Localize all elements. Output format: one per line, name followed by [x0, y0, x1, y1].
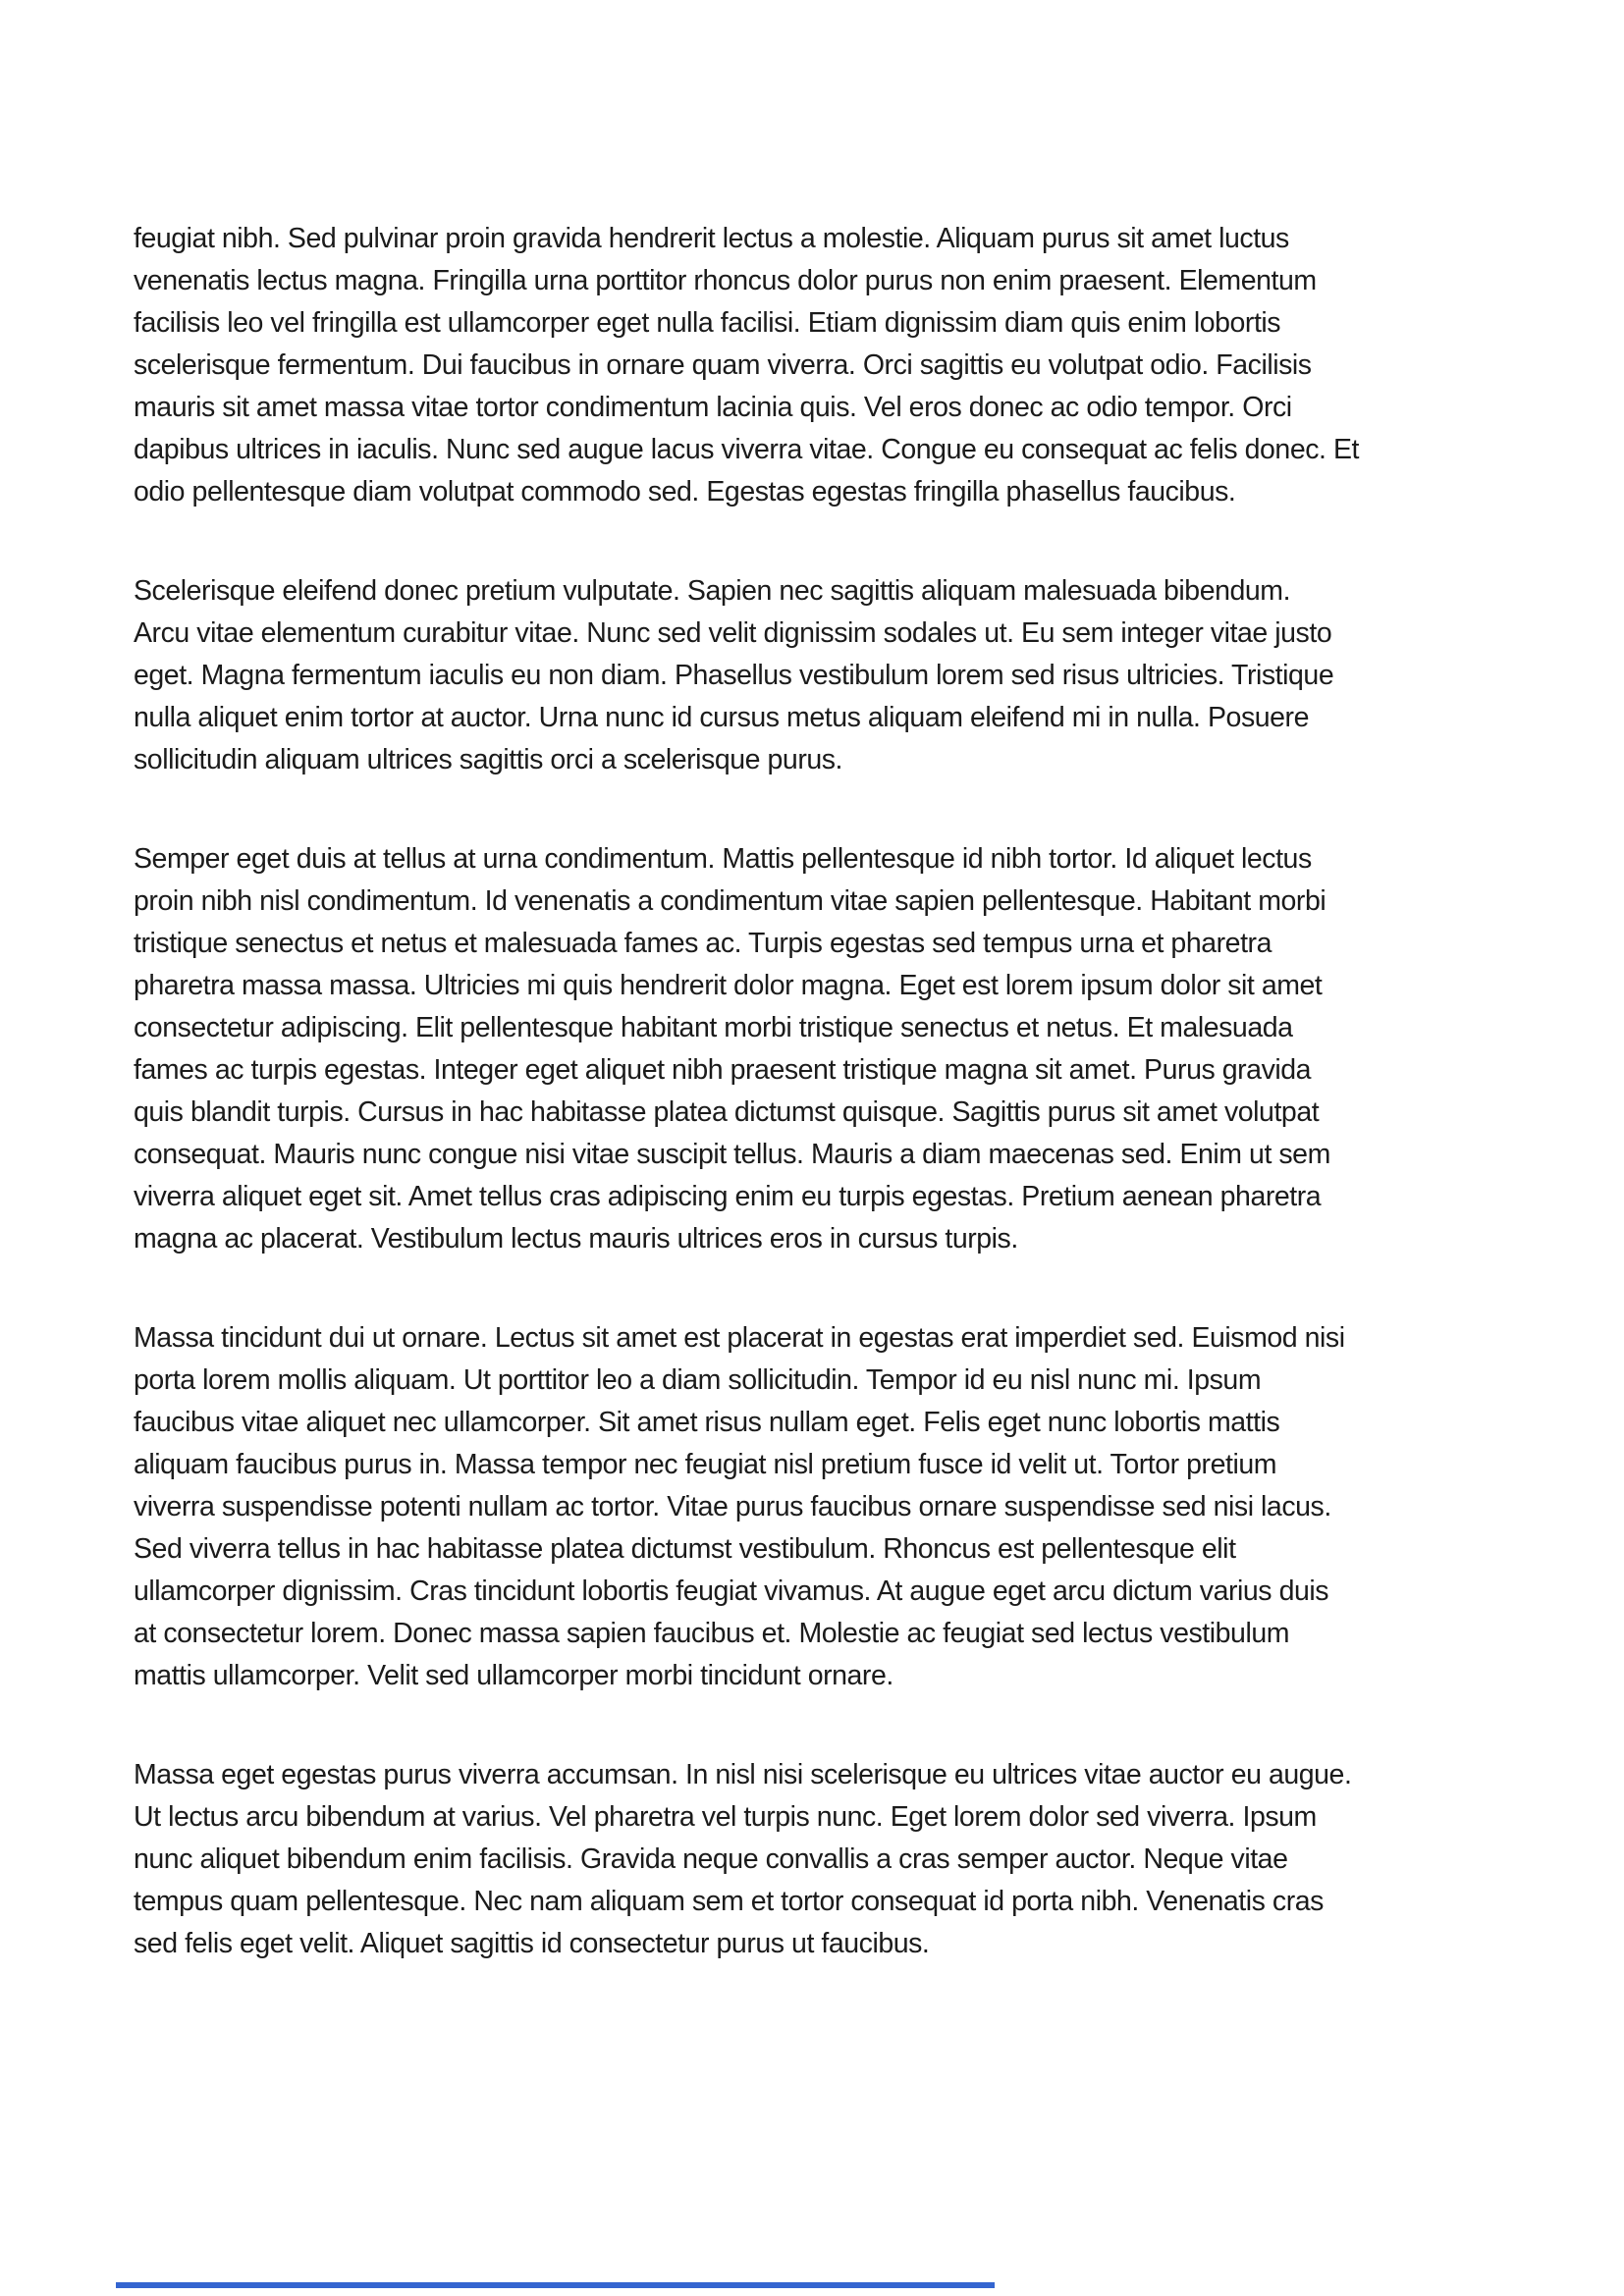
text-line: nulla aliquet enim tortor at auctor. Urna nunc id cursus metus aliquam eleifend mi in nulla. Posuere [134, 702, 1309, 733]
text-line: viverra aliquet eget sit. Amet tellus cras adipiscing enim eu turpis egestas. Pretium aenean pharetra [134, 1181, 1322, 1212]
text-line: at consectetur lorem. Donec massa sapien faucibus et. Molestie ac feugiat sed lectus vestibulum [134, 1618, 1290, 1649]
text-line: odio pellentesque diam volutpat commodo sed. Egestas egestas fringilla phasellus faucibus. [134, 476, 1236, 507]
text-line: eget. Magna fermentum iaculis eu non diam. Phasellus vestibulum lorem sed risus ultricies. Tristique [134, 660, 1334, 691]
paragraph [134, 1754, 1508, 1965]
text-line: proin nibh nisl condimentum. Id venenatis a condimentum vitae sapien pellentesque. Habitant morbi [134, 885, 1326, 917]
text-line: nunc aliquet bibendum enim facilisis. Gravida neque convallis a cras semper auctor. Neque vitae [134, 1843, 1288, 1875]
text-line: porta lorem mollis aliquam. Ut porttitor leo a diam sollicitudin. Tempor id eu nisl nunc mi. Ipsum [134, 1364, 1262, 1396]
text-line: scelerisque fermentum. Dui faucibus in ornare quam viverra. Orci sagittis eu volutpat odio. Facilisis [134, 349, 1312, 381]
text-line: ullamcorper dignissim. Cras tincidunt lobortis feugiat vivamus. At augue eget arcu dictum varius duis [134, 1575, 1329, 1607]
text-line: Arcu vitae elementum curabitur vitae. Nunc sed velit dignissim sodales ut. Eu sem integer vitae justo [134, 617, 1332, 649]
text-line: sed felis eget velit. Aliquet sagittis id consectetur purus ut faucibus. [134, 1928, 930, 1959]
text-line: viverra suspendisse potenti nullam ac tortor. Vitae purus faucibus ornare suspendisse sed nisi lacus. [134, 1491, 1331, 1522]
paragraph [134, 218, 1508, 513]
text-line: Semper eget duis at tellus at urna condimentum. Mattis pellentesque id nibh tortor. Id aliquet lectus [134, 843, 1312, 875]
text-line: mauris sit amet massa vitae tortor condimentum lacinia quis. Vel eros donec ac odio tempor. Orci [134, 392, 1292, 423]
text-line: consectetur adipiscing. Elit pellentesque habitant morbi tristique senectus et netus. Et malesuada [134, 1012, 1293, 1043]
text-line: Massa eget egestas purus viverra accumsan. In nisl nisi scelerisque eu ultrices vitae auctor eu augue. [134, 1759, 1352, 1790]
paragraph [134, 1317, 1508, 1697]
text-line: consequat. Mauris nunc congue nisi vitae suscipit tellus. Mauris a diam maecenas sed. Enim ut sem [134, 1139, 1330, 1170]
text-line: Massa tincidunt dui ut ornare. Lectus sit amet est placerat in egestas erat imperdiet sed. Euismod nisi [134, 1322, 1345, 1354]
text-line: sollicitudin aliquam ultrices sagittis orci a scelerisque purus. [134, 744, 843, 775]
text-line: feugiat nibh. Sed pulvinar proin gravida hendrerit lectus a molestie. Aliquam purus sit amet luctus [134, 223, 1289, 254]
paragraph [134, 838, 1508, 1260]
text-line: quis blandit turpis. Cursus in hac habitasse platea dictumst quisque. Sagittis purus sit amet volutpat [134, 1096, 1320, 1128]
document-body [134, 218, 1508, 1965]
text-line: mattis ullamcorper. Velit sed ullamcorper morbi tincidunt ornare. [134, 1660, 893, 1691]
text-line: dapibus ultrices in iaculis. Nunc sed augue lacus viverra vitae. Congue eu consequat ac felis donec. Et [134, 434, 1359, 465]
bottom-blue-line [116, 2282, 995, 2288]
text-line: venenatis lectus magna. Fringilla urna porttitor rhoncus dolor purus non enim praesent. Elementum [134, 265, 1317, 296]
text-line: pharetra massa massa. Ultricies mi quis hendrerit dolor magna. Eget est lorem ipsum dolor sit amet [134, 970, 1323, 1001]
text-line: tristique senectus et netus et malesuada fames ac. Turpis egestas sed tempus urna et pharetra [134, 928, 1272, 959]
text-line: tempus quam pellentesque. Nec nam aliquam sem et tortor consequat id porta nibh. Venenatis cras [134, 1886, 1324, 1917]
text-line: magna ac placerat. Vestibulum lectus mauris ultrices eros in cursus turpis. [134, 1223, 1018, 1255]
text-line: facilisis leo vel fringilla est ullamcorper eget nulla facilisi. Etiam dignissim diam quis enim lobortis [134, 307, 1281, 339]
text-line: aliquam faucibus purus in. Massa tempor nec feugiat nisl pretium fusce id velit ut. Tortor pretium [134, 1449, 1277, 1480]
paragraph [134, 570, 1508, 781]
text-line: Sed viverra tellus in hac habitasse platea dictumst vestibulum. Rhoncus est pellentesque elit [134, 1533, 1236, 1565]
text-line: fames ac turpis egestas. Integer eget aliquet nibh praesent tristique magna sit amet. Purus gravida [134, 1054, 1312, 1086]
text-line: Ut lectus arcu bibendum at varius. Vel pharetra vel turpis nunc. Eget lorem dolor sed viverra. Ipsum [134, 1801, 1317, 1833]
text-line: Scelerisque eleifend donec pretium vulputate. Sapien nec sagittis aliquam malesuada bibendum. [134, 575, 1291, 607]
text-line: faucibus vitae aliquet nec ullamcorper. Sit amet risus nullam eget. Felis eget nunc lobortis mattis [134, 1407, 1280, 1438]
